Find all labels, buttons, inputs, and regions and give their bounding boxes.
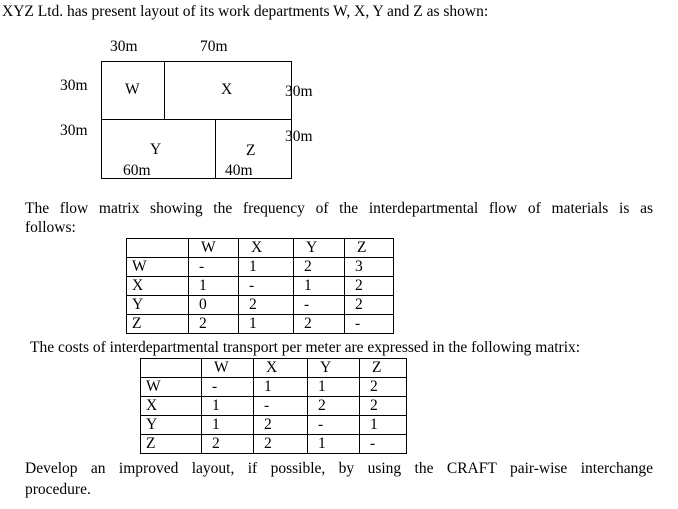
flow-matrix-row-header: Z xyxy=(127,315,189,334)
cost-matrix-cell: 2 xyxy=(254,416,308,435)
flow-matrix-cell: 3 xyxy=(345,258,394,277)
dim-right-2: 30m xyxy=(285,128,313,145)
cost-matrix-col-header: W xyxy=(202,359,254,378)
flow-matrix-cell: 2 xyxy=(294,315,345,334)
flow-matrix-cell: 1 xyxy=(239,258,294,277)
flow-matrix-cell: 1 xyxy=(189,277,239,296)
flow-matrix-col-header: X xyxy=(239,239,294,258)
cost-matrix-cell: 2 xyxy=(254,435,308,454)
flow-matrix-cell: 2 xyxy=(189,315,239,334)
cost-matrix-row xyxy=(141,378,407,397)
intro-text: XYZ Ltd. has present layout of its work departments W, X, Y and Z as shown: xyxy=(2,3,489,20)
dim-bottom-1: 60m xyxy=(123,162,151,179)
flow-matrix-cell: 2 xyxy=(345,277,394,296)
flow-matrix-cell: 0 xyxy=(189,296,239,315)
cost-matrix-col-header: X xyxy=(254,359,308,378)
dept-x-label: X xyxy=(221,81,233,98)
dim-right-1: 30m xyxy=(285,83,313,100)
cost-matrix-table xyxy=(140,358,407,454)
dim-top-1: 30m xyxy=(110,38,138,55)
flow-matrix-col-header: Z xyxy=(345,239,394,258)
cost-matrix-corner xyxy=(141,359,202,378)
cost-matrix-cell: 2 xyxy=(202,435,254,454)
cost-matrix-row-header: Y xyxy=(141,416,202,435)
dim-side-2: 30m xyxy=(60,122,88,139)
cost-matrix-row-header: W xyxy=(141,378,202,397)
flow-matrix-cell: 2 xyxy=(345,296,394,315)
flow-matrix-table xyxy=(126,238,394,334)
cost-matrix-cell: 2 xyxy=(308,397,360,416)
cost-matrix-cell: 2 xyxy=(360,378,407,397)
flow-matrix-cell: - xyxy=(294,296,345,315)
flow-matrix-col-header: W xyxy=(189,239,239,258)
cost-matrix-header-row xyxy=(141,359,407,378)
flow-matrix-row-header: Y xyxy=(127,296,189,315)
flow-matrix-col-header: Y xyxy=(294,239,345,258)
dept-z-label: Z xyxy=(246,142,256,159)
cost-text: The costs of interdepartmental transport per meter are expressed in the following matrix: xyxy=(30,339,581,356)
flow-matrix-row xyxy=(127,315,394,334)
cost-matrix-cell: 1 xyxy=(360,416,407,435)
final-text-line2: procedure. xyxy=(25,481,91,498)
dim-side-1: 30m xyxy=(60,77,88,94)
cost-matrix-cell: 2 xyxy=(360,397,407,416)
flow-text-line2: follows: xyxy=(25,219,76,236)
cost-matrix-cell: 1 xyxy=(202,397,254,416)
flow-matrix-cell: 2 xyxy=(294,258,345,277)
dept-y-label: Y xyxy=(150,141,162,158)
flow-matrix-row xyxy=(127,258,394,277)
cost-matrix-cell: 1 xyxy=(308,435,360,454)
flow-matrix-row xyxy=(127,296,394,315)
cost-matrix-row-header: Z xyxy=(141,435,202,454)
dim-bottom-2: 40m xyxy=(225,162,253,179)
flow-matrix-row-header: X xyxy=(127,277,189,296)
cost-matrix-cell: - xyxy=(360,435,407,454)
flow-matrix-cell: 2 xyxy=(239,296,294,315)
cost-matrix-cell: - xyxy=(202,378,254,397)
dim-top-2: 70m xyxy=(200,38,228,55)
flow-matrix-row xyxy=(127,277,394,296)
cost-matrix-row xyxy=(141,435,407,454)
flow-text-line1: The flow matrix showing the frequency of the interdepartmental flow of materials is as xyxy=(25,200,653,217)
flow-matrix-cell: - xyxy=(345,315,394,334)
flow-matrix-cell: - xyxy=(239,277,294,296)
cost-matrix-col-header: Y xyxy=(308,359,360,378)
cost-matrix-col-header: Z xyxy=(360,359,407,378)
flow-matrix-corner xyxy=(127,239,189,258)
cost-matrix-row xyxy=(141,416,407,435)
cost-matrix-cell: - xyxy=(254,397,308,416)
dept-w-label: W xyxy=(125,81,140,98)
flow-matrix-row-header: W xyxy=(127,258,189,277)
flow-matrix-cell: 1 xyxy=(294,277,345,296)
flow-matrix-cell: - xyxy=(189,258,239,277)
cost-matrix-cell: 1 xyxy=(202,416,254,435)
flow-matrix-cell: 1 xyxy=(239,315,294,334)
flow-matrix-header-row xyxy=(127,239,394,258)
cost-matrix-cell: 1 xyxy=(308,378,360,397)
cost-matrix-cell: 1 xyxy=(254,378,308,397)
cost-matrix-row-header: X xyxy=(141,397,202,416)
cost-matrix-cell: - xyxy=(308,416,360,435)
cost-matrix-row xyxy=(141,397,407,416)
final-text-line1: Develop an improved layout, if possible, by using the CRAFT pair-wise interchange xyxy=(25,460,653,477)
